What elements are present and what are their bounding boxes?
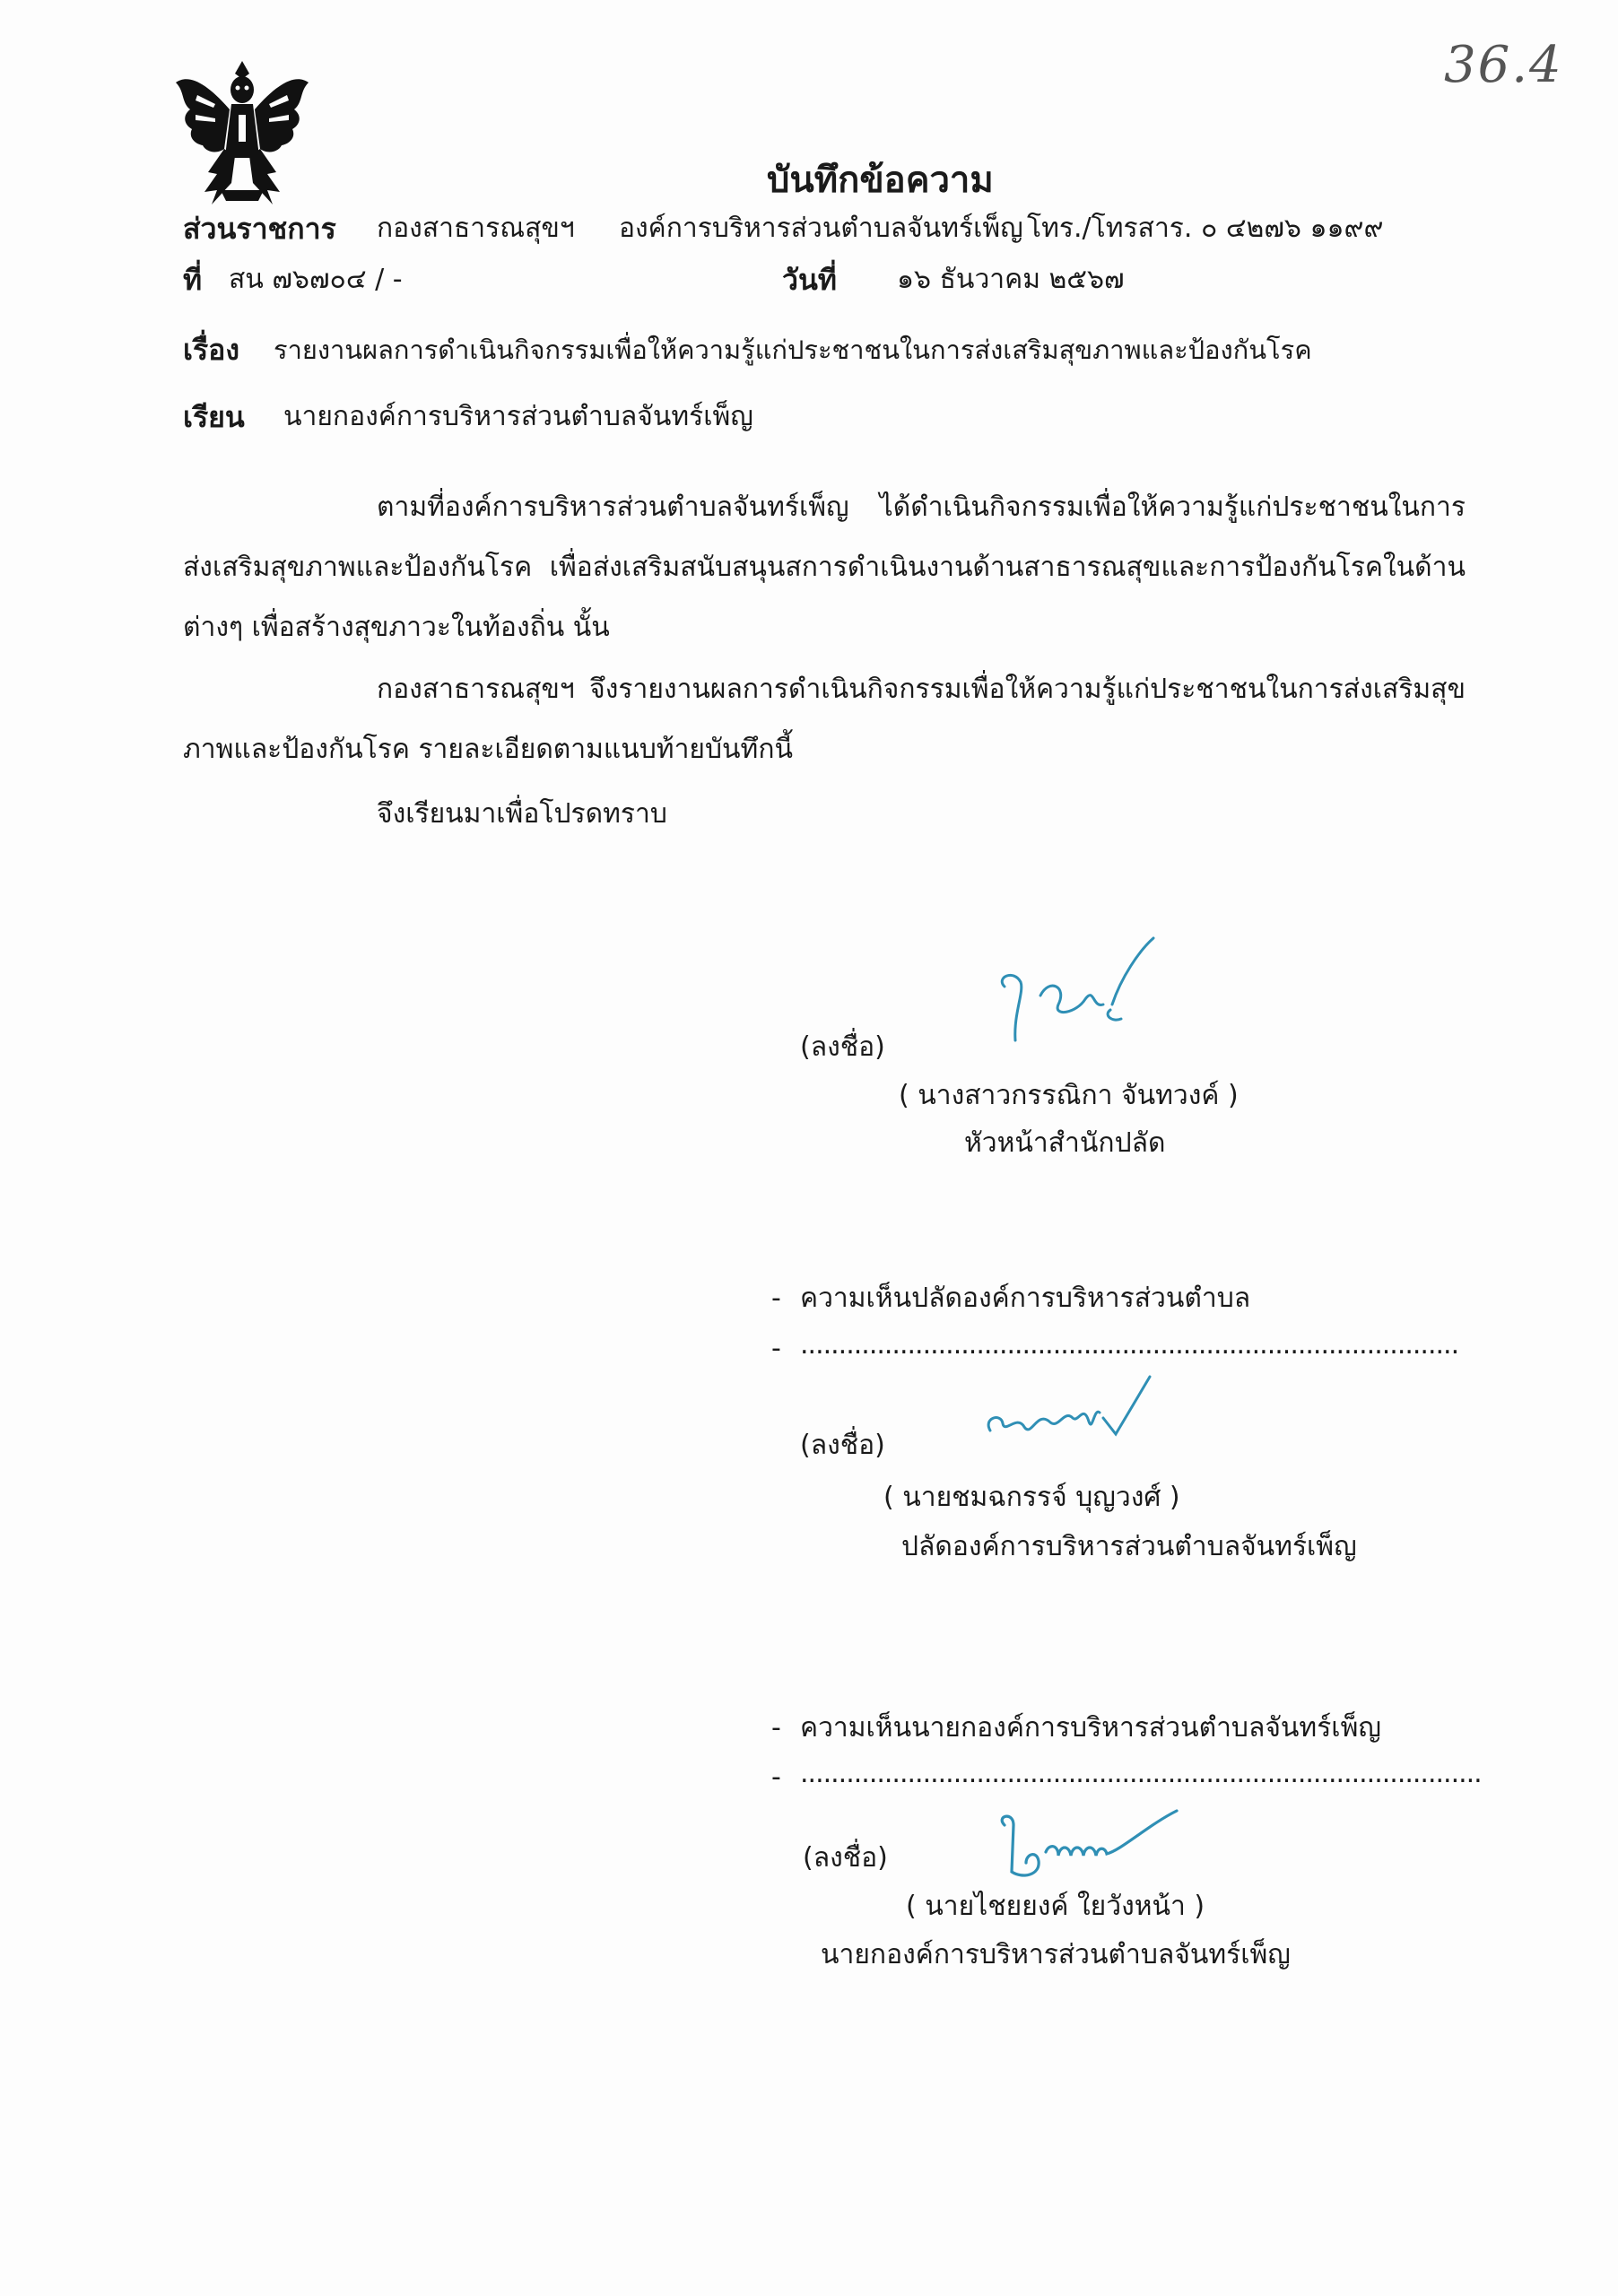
body-paragraph-2-text: กองสาธารณสุขฯ จึงรายงานผลการดำเนินกิจกรรมเพื่อให้ความรู้แก่ประชาชนในการส่งเสริมสุขภาพและป้องกันโรค รายละเอียดตามแนบท้ายบันทึกนี้	[183, 674, 1466, 765]
ref-value: สน ๗๖๗๐๔ / -	[229, 264, 403, 295]
date-value: ๑๖ ธันวาคม ๒๕๖๗	[897, 264, 1125, 295]
body-paragraph-1	[183, 477, 1466, 657]
subject-label: เรื่อง	[183, 333, 239, 367]
opinion-2-dotted-line: ......................................................................................	[800, 1329, 1459, 1361]
signature-3-name: ( นายไชยยงค์ ใยวังหน้า )	[906, 1891, 1205, 1922]
signature-1-label: (ลงชื่อ)	[800, 1031, 885, 1063]
opinion-3-dotted-line: .........................................................................................	[800, 1758, 1482, 1789]
org-value: องค์การบริหารส่วนตำบลจันทร์เพ็ญ	[619, 213, 1023, 244]
opinion-2-dash: -	[771, 1283, 781, 1314]
opinion-3-dash-2: -	[771, 1761, 781, 1793]
signature-3-position: นายกองค์การบริหารส่วนตำบลจันทร์เพ็ญ	[821, 1939, 1291, 1970]
body-paragraph-1-text: ตามที่องค์การบริหารส่วนตำบลจันทร์เพ็ญ ได้ดำเนินกิจกรรมเพื่อให้ความรู้แก่ประชาชนในการส่งเสริมสุขภาพและป้องกันโรค เพื่อส่งเสริมสนับสนุนสการดำเนินงานด้านสาธารณสุขและการป้องกันโรคในด้านต่างๆ เพื่อสร้างสุขภาวะในท้องถิ่น นั้น	[183, 491, 1466, 643]
to-label: เรียน	[183, 400, 245, 434]
signature-2-name: ( นายชมฉกรรจ์ บุญวงศ์ )	[883, 1482, 1180, 1513]
dept-label: ส่วนราชการ	[183, 212, 336, 246]
phone-value: โทร./โทรสาร. ๐ ๔๒๗๖ ๑๑๙๙	[1027, 213, 1384, 244]
garuda-emblem-icon	[170, 56, 314, 212]
to-value: นายกองค์การบริหารส่วนตำบลจันทร์เพ็ญ	[283, 401, 753, 432]
page-title: บันทึกข้อความ	[767, 160, 994, 201]
signature-2-position: ปลัดองค์การบริหารส่วนตำบลจันทร์เพ็ญ	[901, 1531, 1357, 1562]
subject-value: รายงานผลการดำเนินกิจกรรมเพื่อให้ความรู้แก่ประชาชนในการส่งเสริมสุขภาพและป้องกันโรค	[274, 335, 1312, 365]
body-paragraph-2	[183, 659, 1466, 779]
signature-1-name: ( นางสาวกรรณิกา จันทวงค์ )	[899, 1080, 1239, 1111]
corner-note: 36.4	[1444, 36, 1563, 94]
date-label: วันที่	[782, 263, 837, 297]
signature-3-image	[987, 1798, 1184, 1888]
ref-label: ที่	[183, 263, 203, 297]
opinion-2-label: ความเห็นปลัดองค์การบริหารส่วนตำบล	[800, 1283, 1251, 1314]
closing-line: จึงเรียนมาเพื่อโปรดทราบ	[377, 798, 667, 830]
opinion-3-label: ความเห็นนายกองค์การบริหารส่วนตำบลจันทร์เพ็ญ	[800, 1712, 1381, 1744]
signature-1-image	[987, 933, 1166, 1058]
signature-1-position: หัวหน้าสำนักปลัด	[964, 1127, 1166, 1159]
dept-value: กองสาธารณสุขฯ	[377, 213, 575, 244]
signature-2-label: (ลงชื่อ)	[800, 1430, 885, 1461]
signature-3-label: (ลงชื่อ)	[803, 1842, 888, 1874]
opinion-2-dash-2: -	[771, 1333, 781, 1364]
opinion-3-dash: -	[771, 1712, 781, 1744]
signature-2-image	[978, 1368, 1157, 1457]
